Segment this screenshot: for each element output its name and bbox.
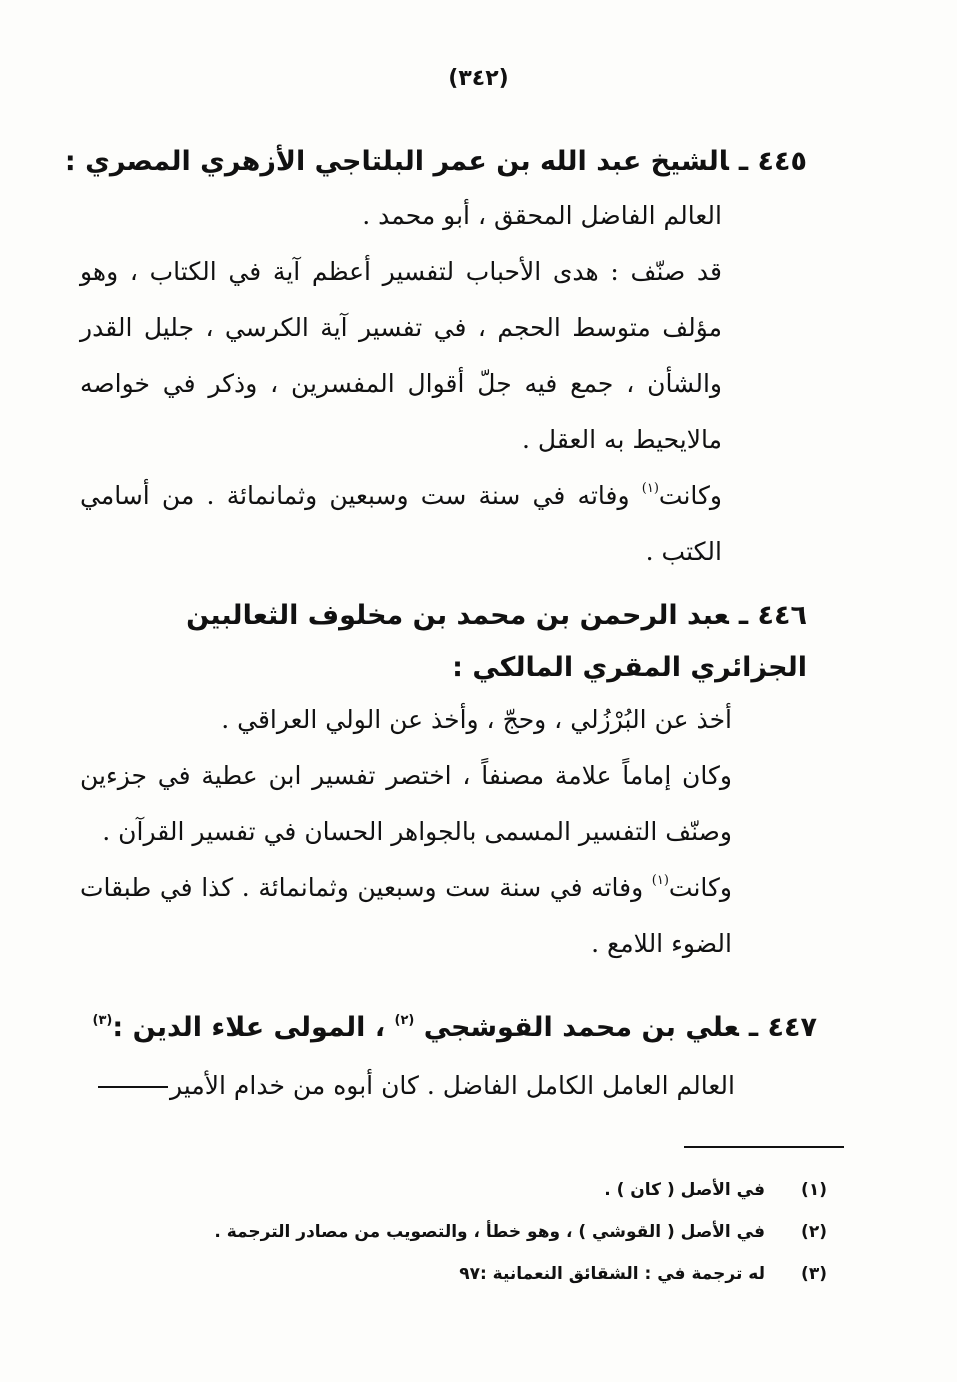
paragraph-text: وكانت [658, 481, 722, 510]
paragraph [80, 860, 732, 972]
paragraph-text: العالم العامل الكامل الفاضل . كان أبوه من خدام الأمير [170, 1071, 735, 1100]
footnote-3 [459, 1264, 827, 1284]
footnote-text: في الأصل ( كان ) . [604, 1180, 765, 1200]
paragraph: وكان إماماً علامة مصنفاً ، اختصر تفسير ابن عطية في جزءين وصنّف التفسير المسمى بالجواهر الحسان في تفسير القرآن . [80, 761, 732, 846]
footnote-marker: (١) [641, 481, 659, 496]
entry-445 [65, 136, 807, 188]
paragraph-text: وكانت [668, 873, 732, 902]
paragraph-text: وفاته في سنة ست وسبعين وثمانمائة . من أسامي الكتب . [80, 481, 722, 566]
entry-title: علي بن محمد القوشجي [423, 1012, 739, 1043]
footnote-separator [684, 1146, 844, 1148]
entry-title: الشيخ عبد الله بن عمر البلتاجي الأزهري المصري : [64, 146, 729, 177]
entry-number: ٤٤٥ ـ [738, 146, 807, 177]
paragraph: أخذ عن البُرْزُلي ، وحجّ ، وأخذ عن الولي العراقي . [221, 705, 732, 734]
footnote-number: (٣) [801, 1264, 827, 1284]
footnote-number: (١) [801, 1180, 827, 1200]
paragraph-text: وفاته في سنة ست وسبعين وثمانمائة . كذا في طبقات الضوء اللامع . [80, 873, 732, 958]
entry-number: ٤٤٧ ـ [748, 1012, 817, 1043]
entry-446-body [80, 692, 732, 972]
page-number: (٣٤٢) [448, 66, 509, 91]
footnote-text: له ترجمة في : الشقائق النعمانية :٩٧ [459, 1264, 765, 1284]
footnote-marker: (١) [651, 873, 669, 888]
entry-number: ٤٤٦ ـ [738, 600, 807, 631]
entry-title: عبد الرحمن بن محمد بن مخلوف الثعالبين الجزائري المقري المالكي : [186, 600, 807, 683]
entry-heading [65, 136, 807, 188]
paragraph: العالم الفاضل المحقق ، أبو محمد . [362, 201, 722, 230]
footnote-marker: (٢) [394, 1013, 415, 1028]
entry-447 [93, 1002, 817, 1054]
footnote-number: (٢) [801, 1222, 827, 1242]
paragraph [80, 468, 722, 580]
paragraph: قد صنّف : هدى الأحباب لتفسير أعظم آية في الكتاب ، وهو مؤلف متوسط الحجم ، في تفسير آية الكرسي ، جليل القدر والشأن ، جمع فيه جلّ أقوال المفسرين ، وذكر في خواصه مالايحيط به العقل . [80, 257, 722, 454]
entry-445-body [80, 188, 722, 580]
entry-446 [80, 590, 807, 694]
entry-heading [80, 590, 807, 694]
footnote-2 [214, 1222, 827, 1242]
paragraph [98, 1058, 735, 1114]
footnote-1 [604, 1180, 827, 1200]
entry-title-rest: ، المولى علاء الدين : [112, 1012, 386, 1043]
entry-heading [93, 1002, 817, 1054]
continuation-line [98, 1086, 168, 1088]
footnote-marker: (٣) [92, 1013, 113, 1028]
footnote-text: في الأصل ( القوشي ) ، وهو خطأ ، والتصويب من مصادر الترجمة . [214, 1222, 765, 1242]
entry-447-body [98, 1058, 735, 1114]
